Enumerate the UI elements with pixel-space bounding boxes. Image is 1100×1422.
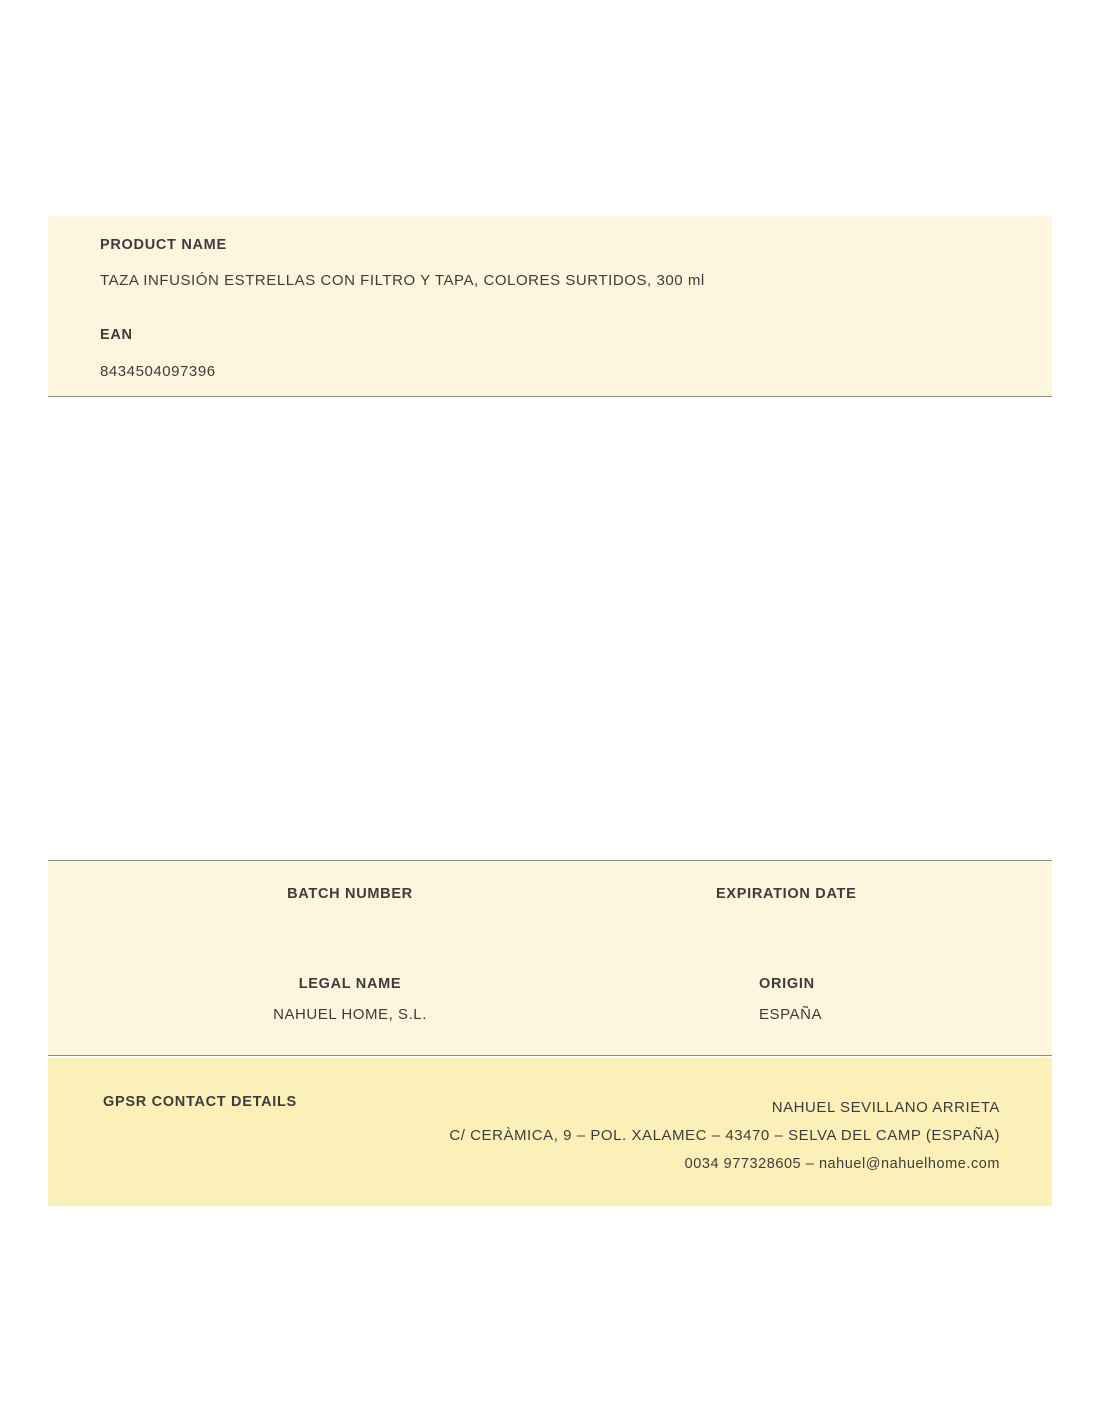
origin-value: ESPAÑA <box>759 1006 823 1023</box>
batch-number-label: BATCH NUMBER <box>287 886 413 902</box>
legal-name-value: NAHUEL HOME, S.L. <box>273 1006 427 1023</box>
gpsr-contact-block <box>48 1058 1052 1206</box>
ean-label: EAN <box>100 327 133 343</box>
gpsr-contact-label: GPSR CONTACT DETAILS <box>103 1094 297 1110</box>
gpsr-contact-lines <box>449 1094 1000 1178</box>
gpsr-contact-person: NAHUEL SEVILLANO ARRIETA <box>771 1099 1000 1116</box>
origin-label: ORIGIN <box>759 976 815 992</box>
expiration-date-label: EXPIRATION DATE <box>716 886 857 902</box>
ean-value: 8434504097396 <box>100 363 216 380</box>
product-name-label: PRODUCT NAME <box>100 237 227 253</box>
product-name-value: TAZA INFUSIÓN ESTRELLAS CON FILTRO Y TAPA, COLORES SURTIDOS, 300 ml <box>100 272 705 289</box>
gpsr-contact-phone-email: 0034 977328605 – nahuel@nahuelhome.com <box>684 1156 1000 1172</box>
legal-name-label: LEGAL NAME <box>298 976 402 992</box>
product-info-block <box>48 216 1052 397</box>
gpsr-contact-address: C/ CERÀMICA, 9 – POL. XALAMEC – 43470 – SELVA DEL CAMP (ESPAÑA) <box>449 1127 1000 1144</box>
batch-info-block <box>48 860 1052 1056</box>
